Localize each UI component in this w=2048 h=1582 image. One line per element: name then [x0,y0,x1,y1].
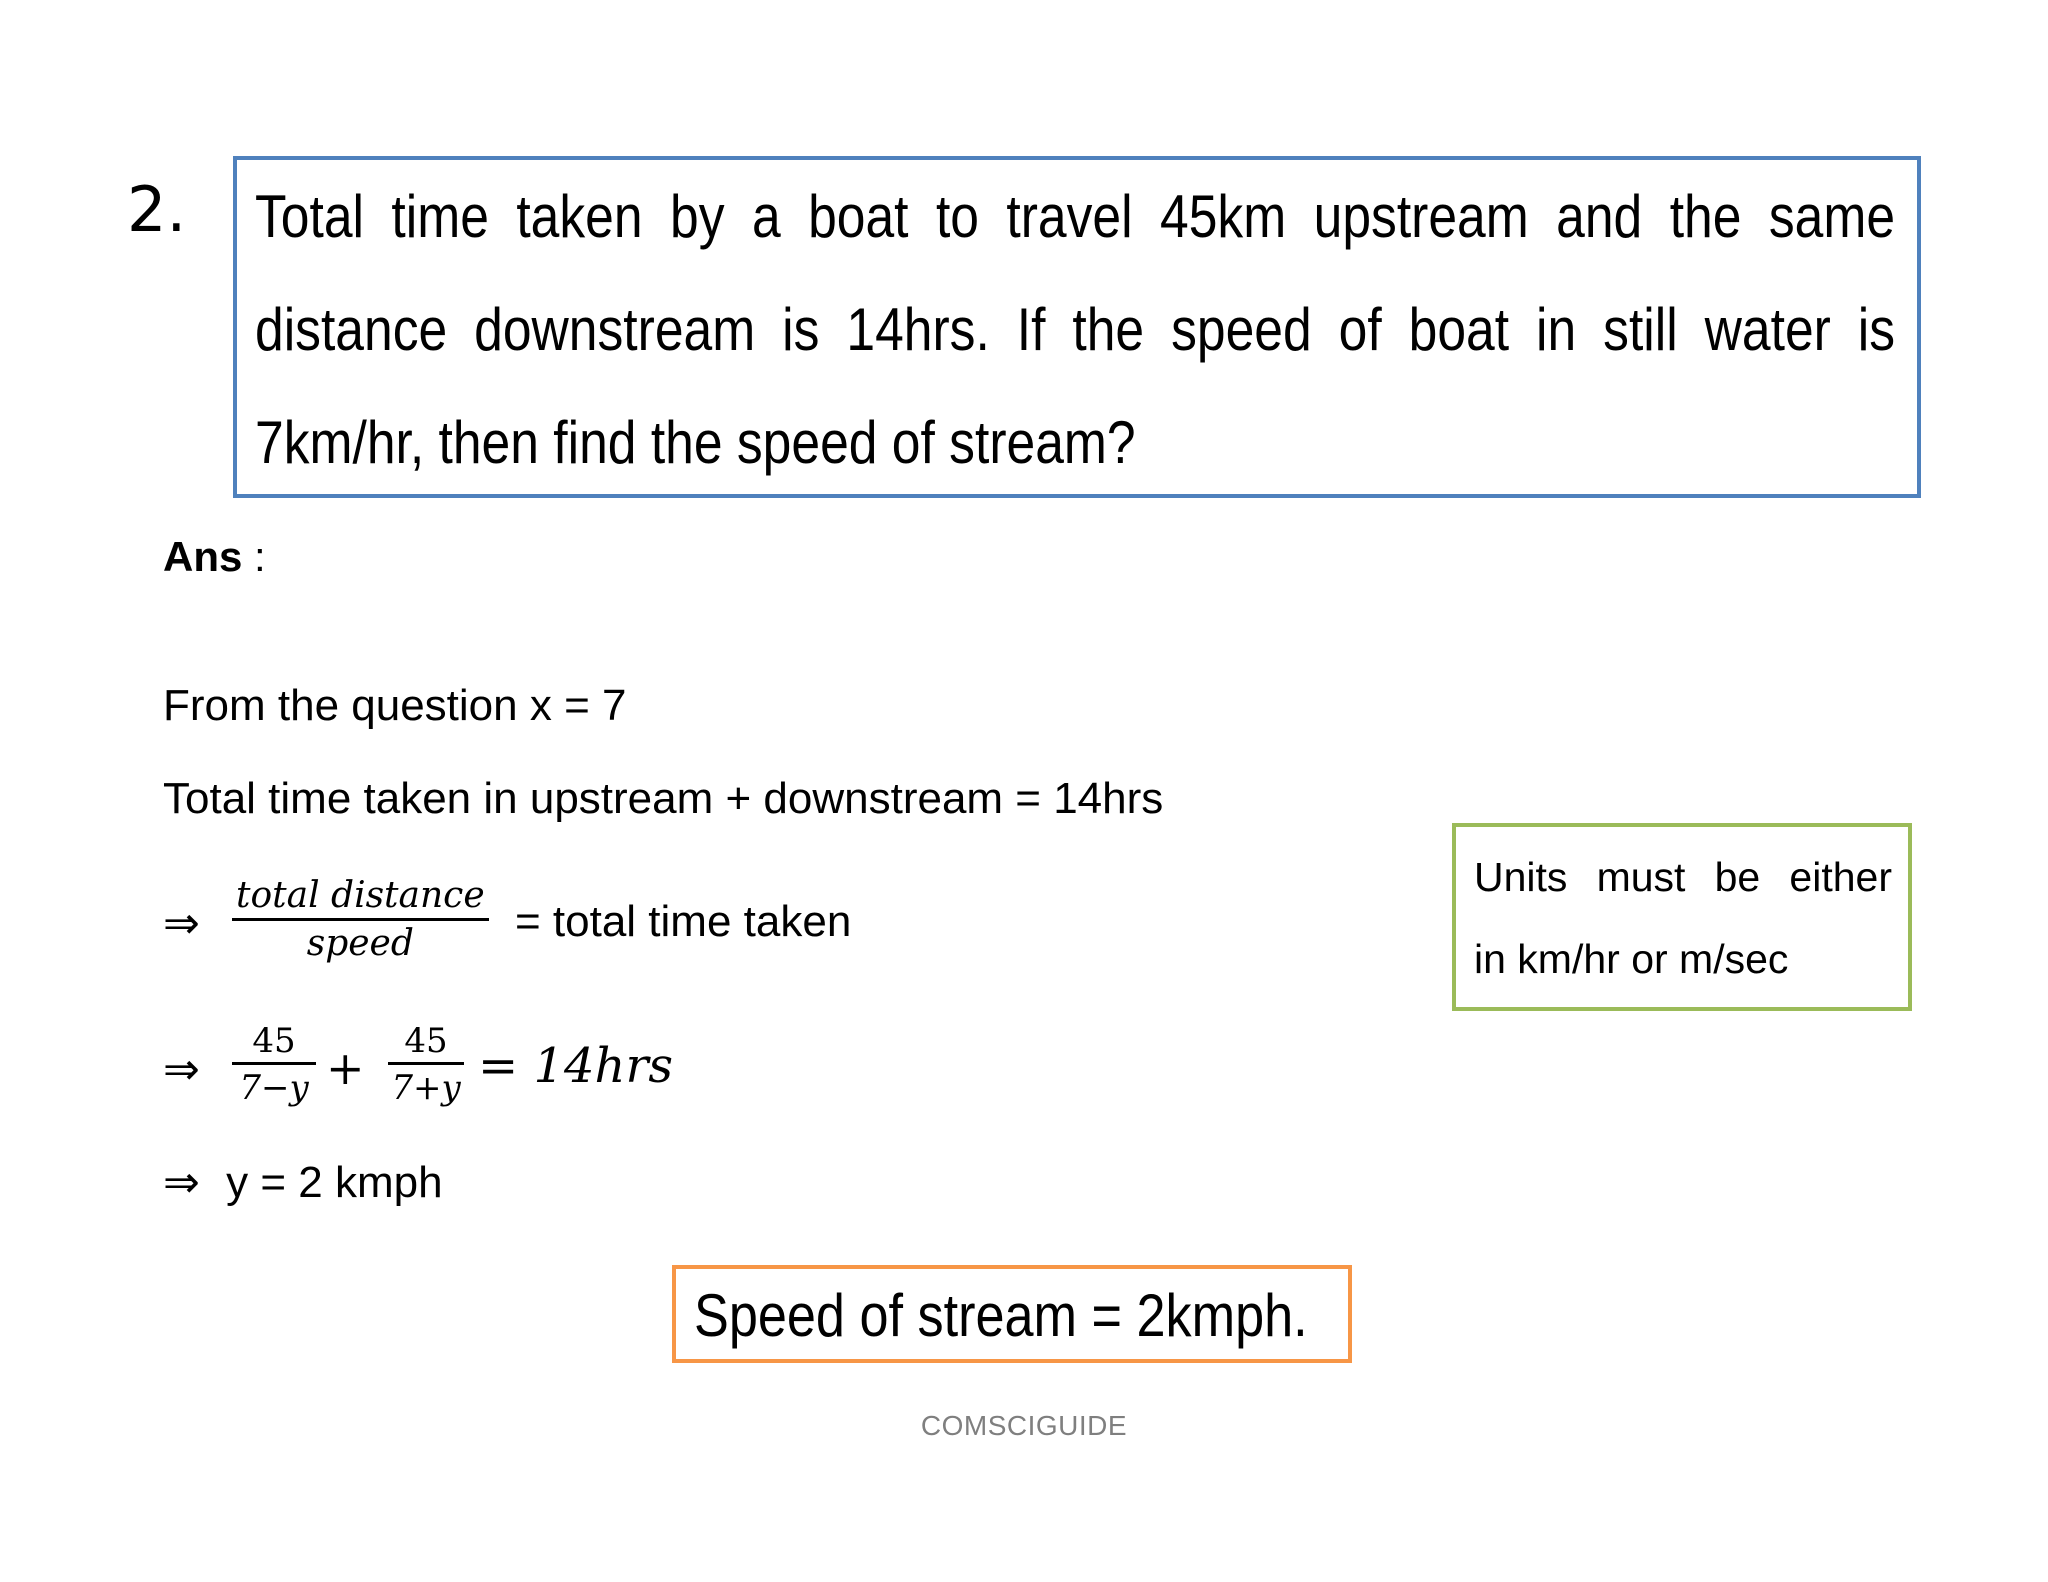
implies-icon: ⇒ [163,1157,200,1208]
fraction-distance-over-speed [232,874,489,967]
units-note-word: Units [1474,854,1568,900]
implies-arrow-1 [163,898,200,950]
given-line: From the question x = 7 [163,681,627,730]
fraction-denominator: speed [306,923,414,964]
question-text: Total time taken by a boat to travel 45km upstream and the same distance downstream is 14hrs. If the speed of boat in still water is 7km/hr, then find the speed of stream? [255,183,1896,476]
step2-rhs: = 14hrs [478,1038,674,1094]
fraction-numerator: total distance [236,875,485,916]
plus-sign: + [326,1041,365,1095]
fraction-numerator: 45 [404,1021,448,1061]
final-answer-text: Speed of stream = 2kmph. [694,1282,1308,1349]
units-note-line-2: in km/hr or m/sec [1474,936,1789,982]
units-note-word: must [1596,854,1686,900]
footer-watermark: COMSCIGUIDE [920,1410,1128,1441]
answer-label [163,532,266,582]
fraction-denominator: 7−y [239,1068,309,1108]
step3-text: y = 2 kmph [226,1158,443,1207]
units-note-box [1452,823,1912,1011]
units-note-word: either [1789,854,1892,900]
implies-icon: ⇒ [163,898,200,949]
implies-icon: ⇒ [163,1044,200,1095]
step1-rhs: = total time taken [515,897,852,946]
fraction-45-over-7-plus-y [388,1020,464,1111]
answer-label-bold: Ans [163,533,243,580]
fraction-45-over-7-minus-y [232,1020,316,1111]
units-note-word: be [1714,854,1761,900]
units-note-line-1 [1474,837,1892,917]
total-time-line: Total time taken in upstream + downstream = 14hrs [163,774,1164,823]
result-step-line [163,1157,443,1209]
question-number: 2. [127,173,187,246]
fraction-denominator: 7+y [391,1068,461,1108]
fraction-numerator: 45 [252,1021,296,1061]
implies-arrow-2 [163,1044,200,1096]
answer-label-colon: : [242,533,266,580]
final-answer-box [672,1265,1352,1363]
question-box [233,156,1921,498]
